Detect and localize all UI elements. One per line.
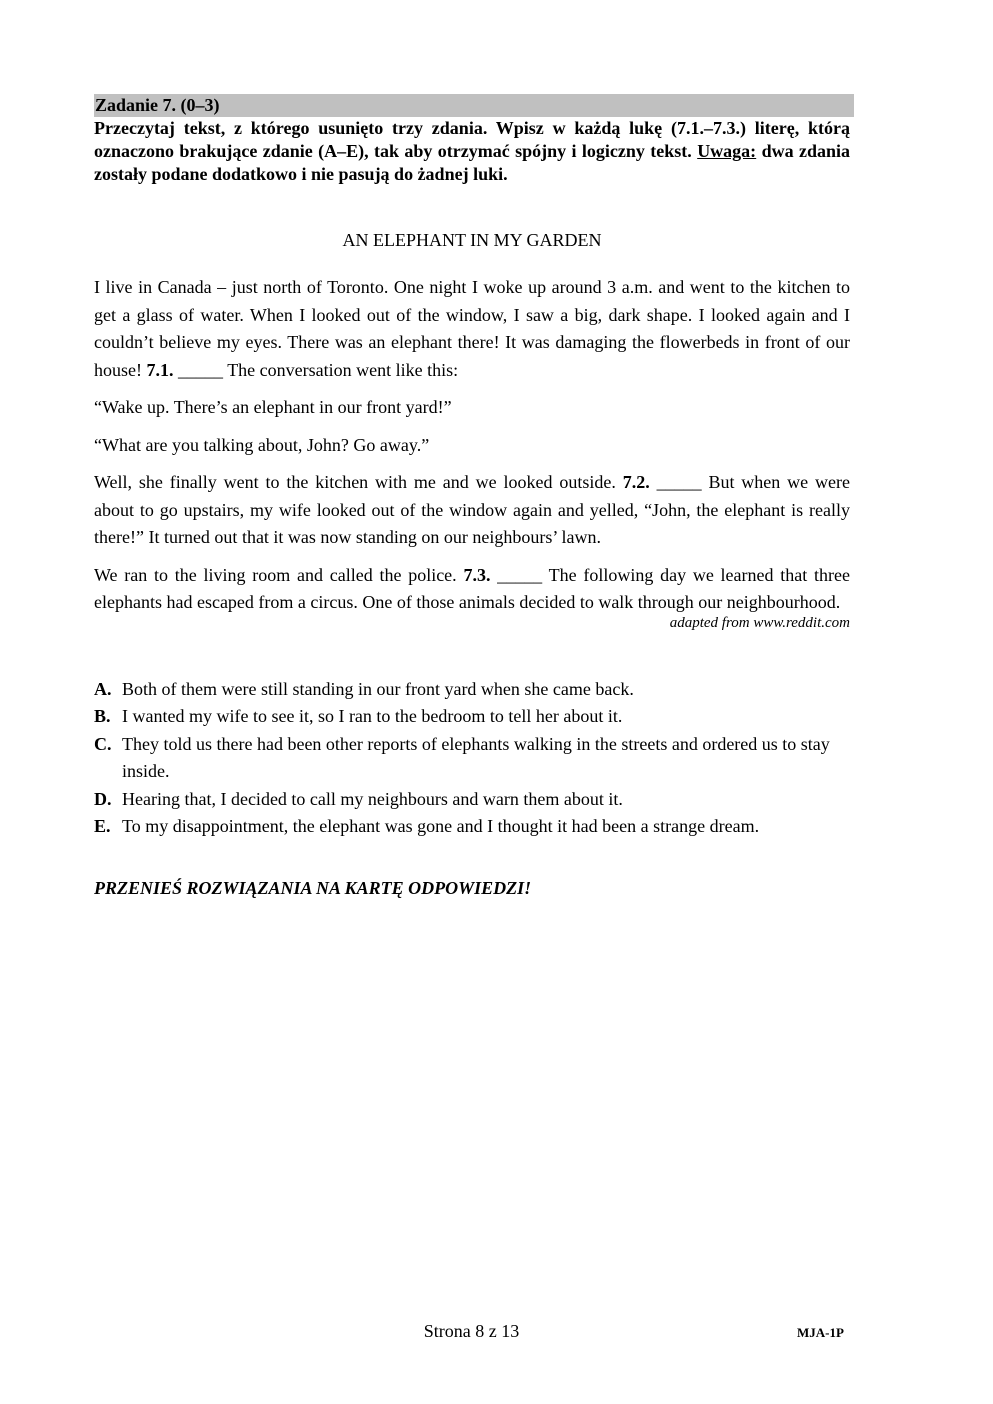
gap-7-3-label: 7.3.: [463, 564, 491, 585]
instruction-main: Przeczytaj tekst, z którego usunięto trzy zdania. Wpisz w każdą lukę (7.1.–7.3.) literę, którą oznaczono brakujące zdanie (A–E), tak aby otrzymać spójny i logiczny tekst.: [94, 118, 850, 161]
task-instruction: [94, 117, 850, 186]
gap-7-2-label: 7.2.: [622, 472, 650, 492]
gap-7-2-blank: _____: [649, 472, 709, 492]
option-d: [94, 786, 850, 814]
answer-options: [94, 676, 850, 841]
paragraph-5-text-a: We ran to the living room and called the police.: [94, 564, 464, 585]
transfer-answers-note: PRZENIEŚ ROZWIĄZANIA NA KARTĘ ODPOWIEDZI!: [94, 877, 532, 898]
gap-7-1-label: 7.1.: [146, 359, 174, 380]
option-text: I wanted my wife to see it, so I ran to the bedroom to tell her about it.: [122, 706, 623, 726]
option-text: Both of them were still standing in our front yard when she came back.: [122, 678, 634, 699]
task-header: Zadanie 7. (0–3): [94, 94, 854, 117]
article-paragraph-5: [94, 562, 850, 617]
article-paragraph-3: “What are you talking about, John? Go away.”: [94, 434, 430, 455]
article-source: adapted from www.reddit.com: [669, 614, 850, 631]
article-paragraph-1: [94, 274, 850, 384]
option-text: To my disappointment, the elephant was gone and I thought it had been a strange dream.: [122, 816, 760, 836]
gap-7-3-blank: _____: [490, 564, 549, 585]
paragraph-4-text-b: But when we were about to go upstairs, my wife looked out of the window again and yelled, “John, the elephant is really there!” It turned out that it was now standing on our neighbours’ lawn.: [94, 472, 850, 547]
option-text: Hearing that, I decided to call my neighbours and warn them about it.: [122, 788, 623, 809]
article-paragraph-2: “Wake up. There’s an elephant in our front yard!”: [94, 397, 452, 417]
option-b: [94, 703, 850, 731]
option-letter: C.: [94, 733, 112, 754]
option-e: [94, 813, 850, 841]
instruction-warn-text: dwa zdania zostały podane dodatkowo i nie pasują do żadnej luki.: [94, 141, 850, 184]
paragraph-5-text-b: The following day we learned that three elephants had escaped from a circus. One of those animals decided to walk through our neighbourhood.: [94, 564, 850, 612]
option-c: [94, 731, 850, 786]
article-title: AN ELEPHANT IN MY GARDEN: [342, 230, 602, 250]
paragraph-1-text-b: The conversation went like this:: [227, 359, 459, 380]
article-paragraph-4: [94, 469, 850, 552]
page-number: Strona 8 z 13: [423, 1321, 520, 1341]
paragraph-1-text-a: I live in Canada – just north of Toronto. One night I woke up around 3 a.m. and went to the kitchen to get a glass of water. When I looked out of the window, I saw a big, dark shape. I looked again and I couldn’t believe my eyes. There was an elephant there! It was damaging the flowerbeds in front of our house!: [94, 277, 850, 380]
option-text: They told us there had been other reports of elephants walking in the streets and ordered us to stay inside.: [122, 733, 830, 781]
option-a: [94, 676, 850, 704]
instruction-warn-label: Uwaga:: [697, 141, 757, 161]
gap-7-1-blank: _____: [173, 359, 228, 380]
option-letter: D.: [94, 788, 112, 809]
paragraph-4-text-a: Well, she finally went to the kitchen with me and we looked outside.: [94, 472, 623, 492]
option-letter: A.: [94, 678, 112, 699]
option-letter: E.: [94, 816, 111, 836]
exam-code: MJA-1P: [797, 1325, 844, 1340]
option-letter: B.: [94, 706, 111, 726]
exam-page-content: [94, 94, 850, 900]
